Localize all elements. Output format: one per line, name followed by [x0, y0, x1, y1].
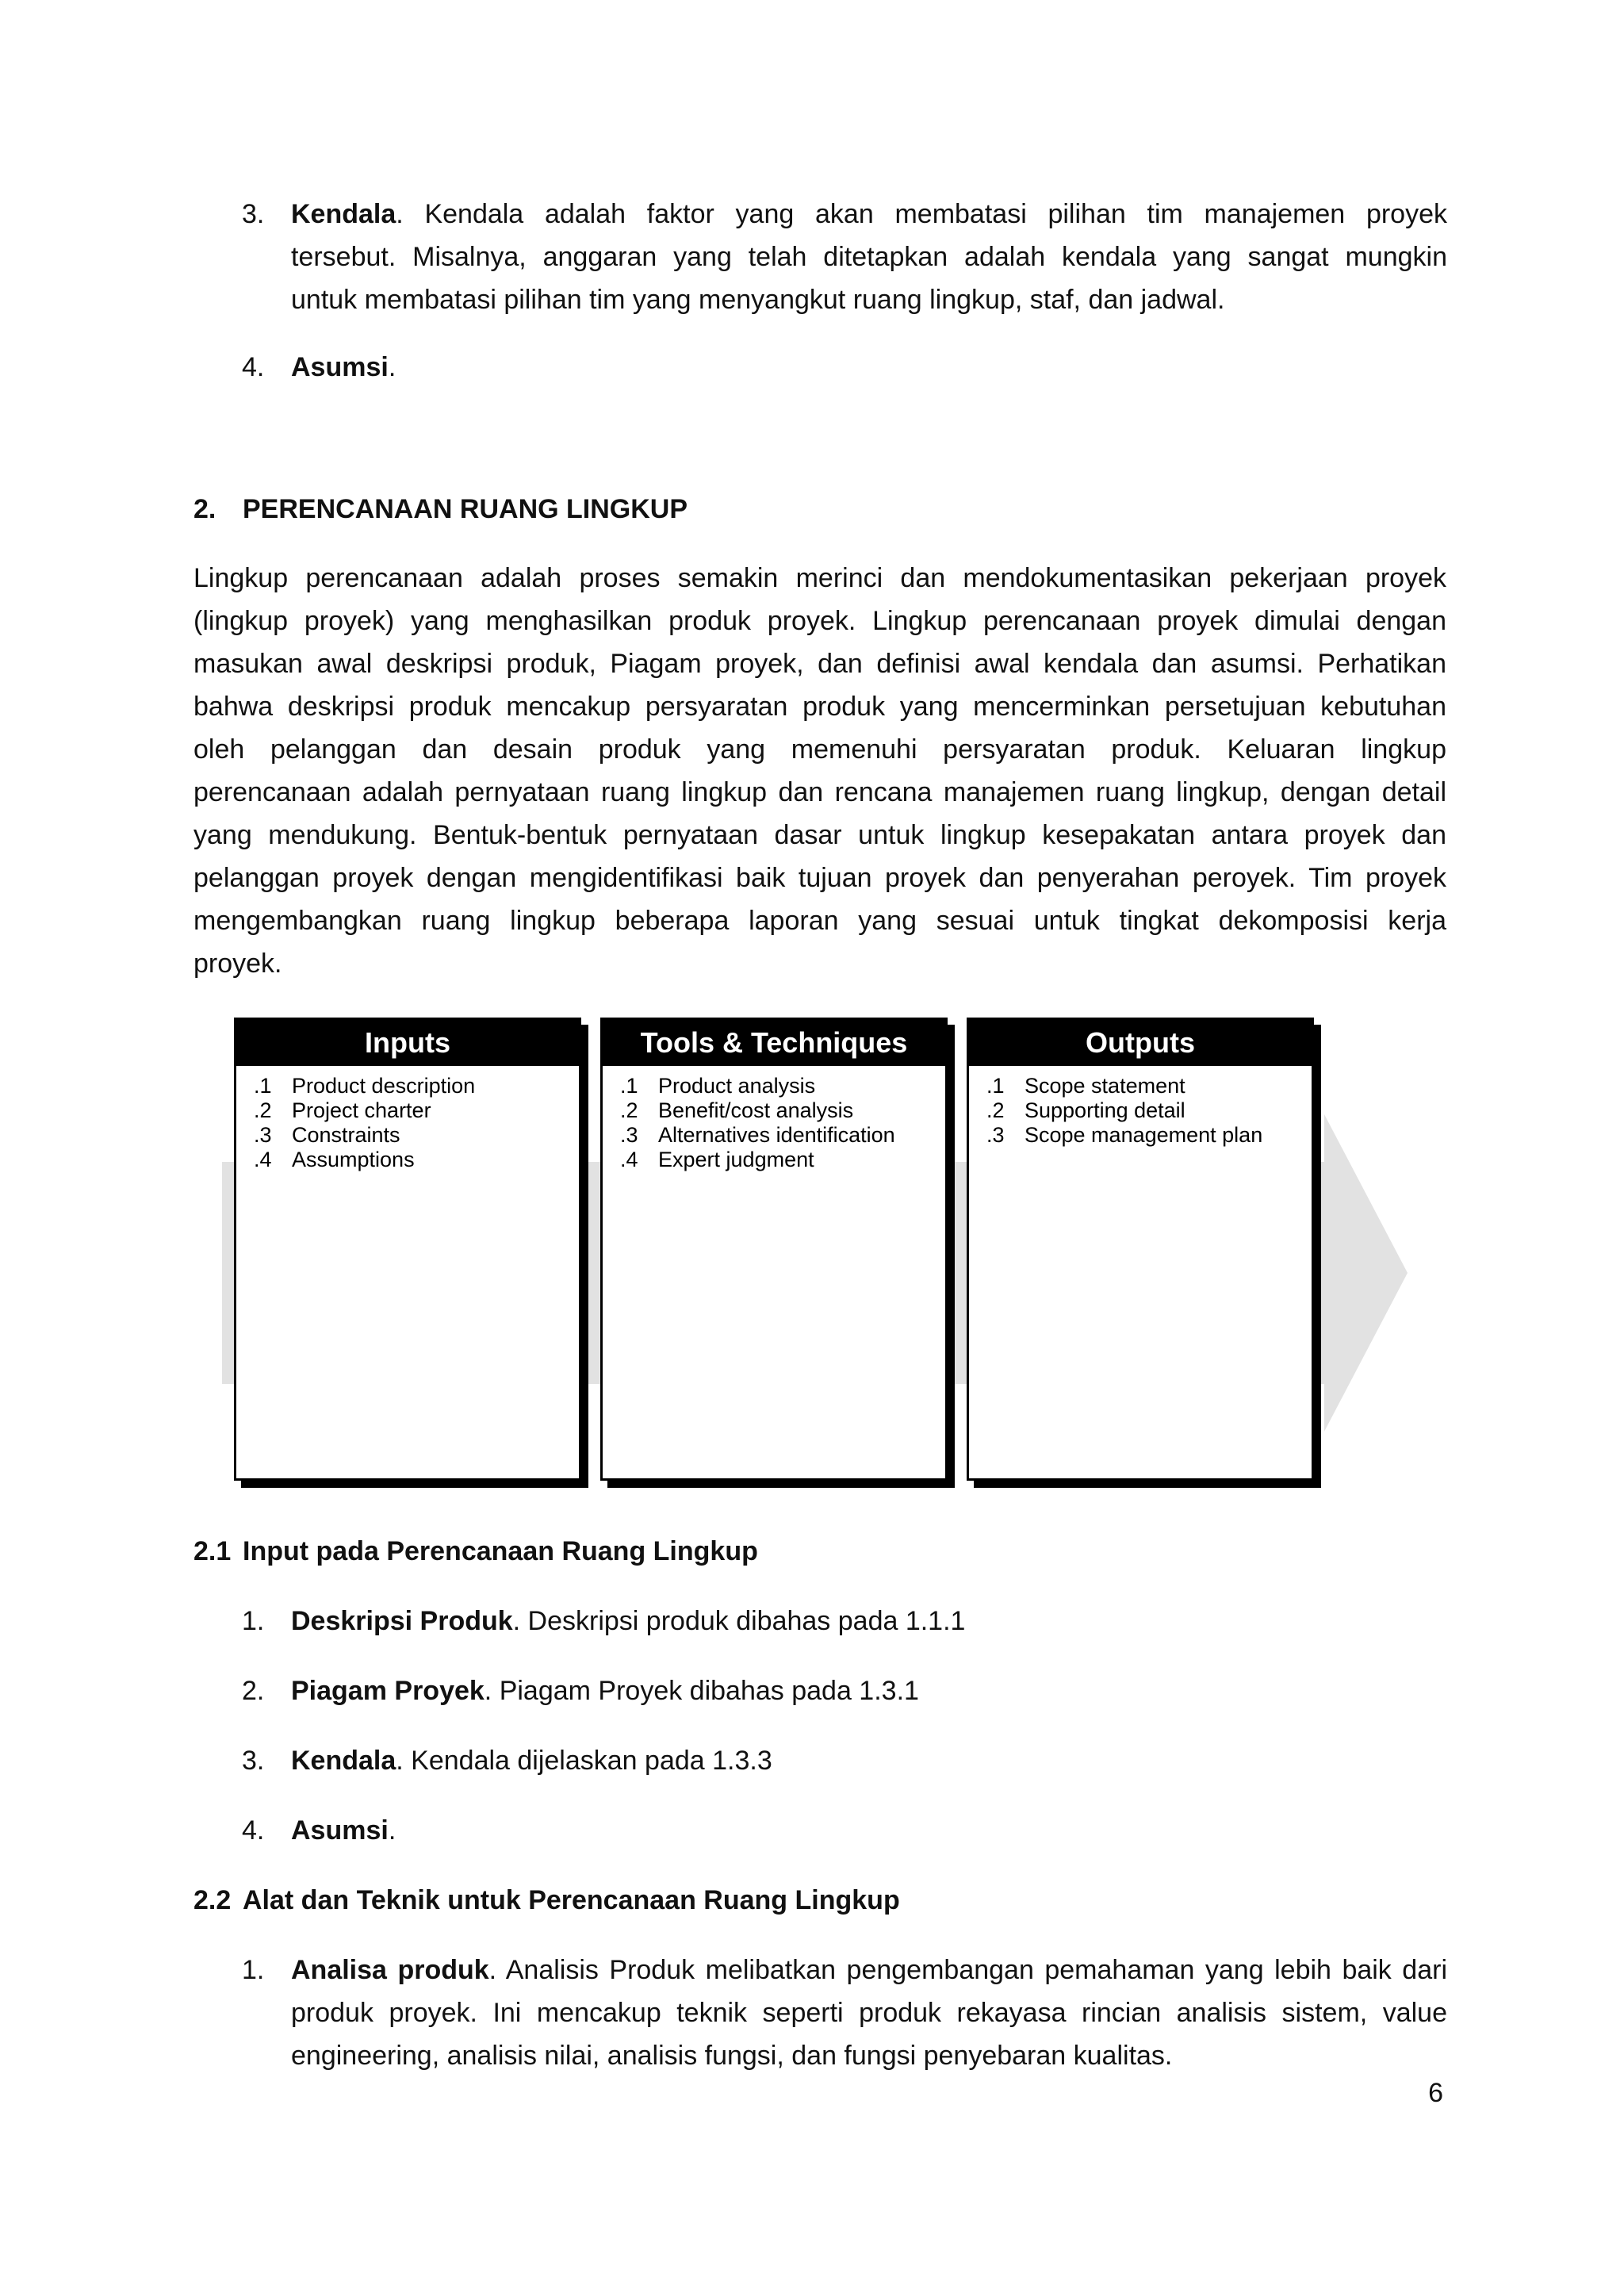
- inputs-list: [236, 1066, 579, 1172]
- list-term: Piagam Proyek: [291, 1676, 485, 1706]
- paragraph-line: yang mendukung. Bentuk-bentuk pernyataan dasar untuk lingkup kesepakatan antara proyek dan: [193, 820, 1446, 850]
- list-text-line: . Analisis Produk melibatkan pengembangan pemahaman yang lebih baik dari: [488, 1955, 1448, 1985]
- list-body: [291, 1949, 1447, 2077]
- heading-title: Input pada Perencanaan Ruang Lingkup: [243, 1536, 758, 1566]
- item-text: Scope management plan: [1025, 1123, 1263, 1147]
- list-number: 3.: [242, 199, 265, 229]
- heading-title: Alat dan Teknik untuk Perencanaan Ruang Lingkup: [243, 1885, 900, 1915]
- list-item-asumsi-2: [242, 1809, 1447, 1852]
- list-item: [986, 1074, 1312, 1098]
- list-body: [291, 1809, 1447, 1852]
- list-text: . Deskripsi produk dibahas pada 1.1.1: [512, 1606, 966, 1636]
- item-text: Assumptions: [292, 1148, 415, 1171]
- paragraph-line: perencanaan adalah pernyataan ruang lingkup dan rencana manajemen ruang lingkup, dengan detail: [193, 777, 1446, 807]
- item-text: Constraints: [292, 1123, 400, 1147]
- item-number: .2: [620, 1098, 638, 1122]
- list-item: [254, 1148, 579, 1172]
- heading-number: 2.2: [193, 1885, 232, 1915]
- item-number: .4: [620, 1148, 638, 1171]
- paragraph-line: (lingkup proyek) yang menghasilkan produk proyek. Lingkup perencanaan proyek dimulai dengan: [193, 606, 1446, 636]
- section-heading-2-1: [193, 1530, 758, 1573]
- item-text: Project charter: [292, 1098, 431, 1122]
- paragraph-line: pelanggan proyek dengan mengidentifikasi baik tujuan proyek dan penyerahan peroyek. Tim proyek: [193, 863, 1446, 893]
- item-text: Product description: [292, 1074, 476, 1098]
- list-term: Deskripsi Produk: [291, 1606, 513, 1636]
- item-number: .2: [254, 1098, 272, 1122]
- list-text-line: untuk membatasi pilihan tim yang menyangkut ruang lingkup, staf, dan jadwal.: [291, 285, 1225, 315]
- list-body: [291, 193, 1447, 321]
- list-text-line: engineering, analisis nilai, analisis fungsi, dan fungsi penyebaran kualitas.: [291, 2041, 1173, 2071]
- paragraph-line: Lingkup perencanaan adalah proses semakin merinci dan mendokumentasikan pekerjaan proyek: [193, 563, 1446, 593]
- list-item-asumsi: [242, 346, 1447, 389]
- list-item-kendala-2: [242, 1739, 1447, 1782]
- item-number: .1: [620, 1074, 638, 1098]
- heading-number: 2.: [193, 494, 216, 524]
- list-body: [291, 1739, 1447, 1782]
- list-number: 3.: [242, 1746, 265, 1776]
- process-diagram: [222, 1011, 1411, 1495]
- item-number: .3: [986, 1123, 1005, 1147]
- heading-title: PERENCANAAN RUANG LINGKUP: [243, 494, 688, 524]
- item-text: Product analysis: [658, 1074, 816, 1098]
- page-number: 6: [1428, 2078, 1443, 2108]
- outputs-list: [969, 1066, 1312, 1148]
- paragraph-line: mengembangkan ruang lingkup beberapa laporan yang sesuai untuk tingkat dekomposisi kerja: [193, 906, 1446, 936]
- item-text: Alternatives identification: [658, 1123, 895, 1147]
- inputs-box: [234, 1018, 581, 1481]
- tools-box: [600, 1018, 948, 1481]
- list-body: [291, 1600, 1447, 1642]
- list-text: . Kendala dijelaskan pada 1.3.3: [396, 1746, 772, 1776]
- list-term: Kendala: [291, 199, 396, 229]
- item-text: Supporting detail: [1025, 1098, 1185, 1122]
- item-number: .1: [254, 1074, 272, 1098]
- tools-header: Tools & Techniques: [603, 1020, 945, 1066]
- heading-number: 2.1: [193, 1536, 232, 1566]
- list-term: Asumsi: [291, 352, 389, 382]
- section-heading-2-2: [193, 1879, 900, 1922]
- paragraph-line: bahwa deskripsi produk mencakup persyaratan produk yang mencerminkan persetujuan kebutuhan: [193, 692, 1446, 722]
- item-number: .2: [986, 1098, 1005, 1122]
- section-heading-2: [193, 488, 688, 531]
- list-text-line: . Kendala adalah faktor yang akan membatasi pilihan tim manajemen proyek: [396, 199, 1447, 229]
- list-text-line: tersebut. Misalnya, anggaran yang telah ditetapkan adalah kendala yang sangat mungkin: [291, 242, 1447, 272]
- item-text: Expert judgment: [658, 1148, 814, 1171]
- list-item: [620, 1123, 945, 1148]
- list-text-line: .: [388, 352, 396, 382]
- list-term: Analisa produk: [291, 1955, 489, 1985]
- section-2-paragraph: [193, 557, 1446, 985]
- paragraph-line: oleh pelanggan dan desain produk yang memenuhi persyaratan produk. Keluaran lingkup: [193, 734, 1446, 765]
- item-number: .3: [620, 1123, 638, 1147]
- list-item-kendala: [242, 193, 1447, 321]
- item-number: .1: [986, 1074, 1005, 1098]
- list-item: [254, 1098, 579, 1123]
- list-text: .: [388, 1815, 396, 1846]
- tools-list: [603, 1066, 945, 1172]
- list-item-analisa-produk: [242, 1949, 1447, 2077]
- list-term: Kendala: [291, 1746, 396, 1776]
- list-item: [986, 1098, 1312, 1123]
- item-number: .3: [254, 1123, 272, 1147]
- list-number: 2.: [242, 1676, 265, 1706]
- list-item: [254, 1074, 579, 1098]
- list-item: [986, 1123, 1312, 1148]
- list-item: [254, 1123, 579, 1148]
- list-item: [620, 1148, 945, 1172]
- list-body: [291, 1669, 1447, 1712]
- inputs-header: Inputs: [236, 1020, 579, 1066]
- list-number: 4.: [242, 1815, 265, 1846]
- outputs-box: [967, 1018, 1314, 1481]
- list-term: Asumsi: [291, 1815, 389, 1846]
- list-body: [291, 346, 1447, 389]
- list-text: . Piagam Proyek dibahas pada 1.3.1: [484, 1676, 919, 1706]
- list-number: 4.: [242, 352, 265, 382]
- list-number: 1.: [242, 1955, 265, 1985]
- outputs-header: Outputs: [969, 1020, 1312, 1066]
- list-item: [620, 1098, 945, 1123]
- list-item-piagam-proyek: [242, 1669, 1447, 1712]
- list-number: 1.: [242, 1606, 265, 1636]
- list-text-line: produk proyek. Ini mencakup teknik seperti produk rekayasa rincian analisis sistem, value: [291, 1998, 1447, 2028]
- paragraph-line: proyek.: [193, 949, 282, 979]
- item-text: Benefit/cost analysis: [658, 1098, 854, 1122]
- paragraph-line: masukan awal deskripsi produk, Piagam proyek, dan definisi awal kendala dan asumsi. Perhatikan: [193, 649, 1446, 679]
- list-item: [620, 1074, 945, 1098]
- item-text: Scope statement: [1025, 1074, 1185, 1098]
- list-item-deskripsi-produk: [242, 1600, 1447, 1642]
- item-number: .4: [254, 1148, 272, 1171]
